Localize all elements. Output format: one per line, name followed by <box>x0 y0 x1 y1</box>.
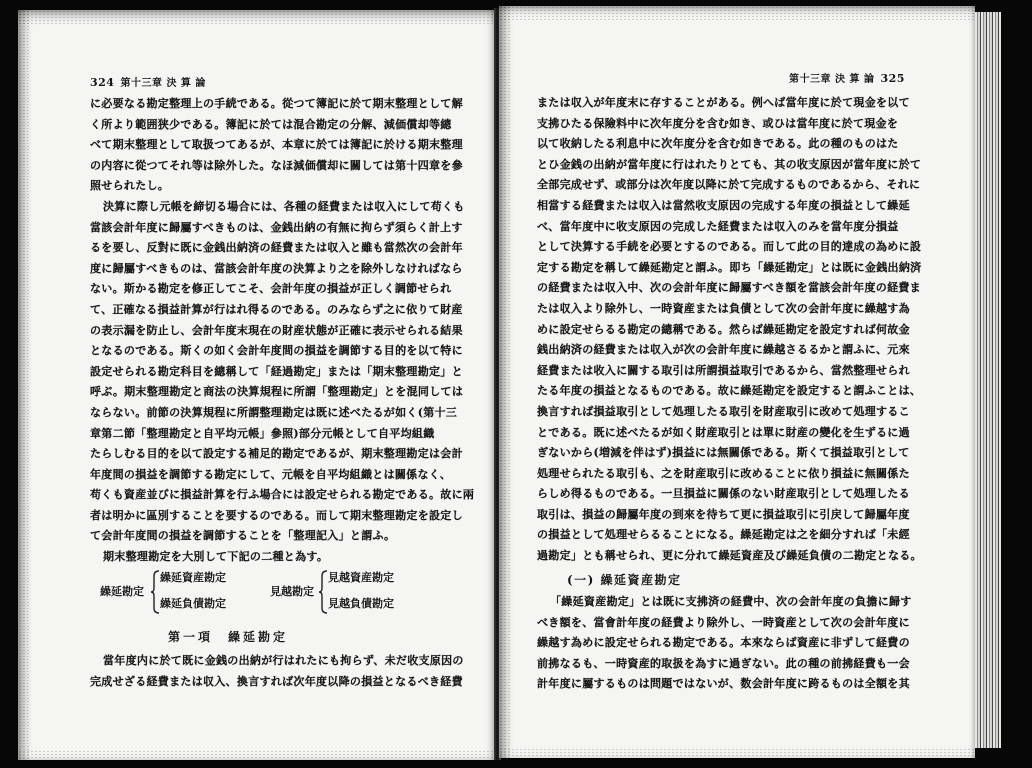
text-line: たは収入より除外し、一時資産または負債として次の会計年度に繰越す為 <box>537 301 910 315</box>
page-header <box>789 70 905 85</box>
text-line: て、正確なる損益計算が行はれ得るのである。のみならず之に依りて財産 <box>90 302 463 316</box>
text-line: 処理せられたる取引も、之を財産取引に改めることに依り損益に無關係た <box>537 466 910 480</box>
body-text <box>537 93 957 567</box>
text-line: 照せられたし。 <box>90 179 170 193</box>
text-line: 換言すれば損益取引として処理したる取引を財産取引に改めて処理するこ <box>537 404 910 418</box>
text-line: 相當する経費または収入は當然收支原因の完成する年度の損益として繰延 <box>537 198 910 212</box>
diagram-group-label: 見越勘定 <box>270 585 314 598</box>
text-line: 設定せられる勘定科目を總稱して「経過勘定」または「期末整理勘定」と <box>90 364 463 378</box>
text-line: 経費または收入に關する取引は所謂損益取引であるから、當然整理せられ <box>537 363 910 377</box>
text-line: たる年度の損益となるものである。故に繰延勘定を設定すると謂ふことは、 <box>537 384 922 398</box>
diagram-item: 見越資産勘定 <box>328 571 394 584</box>
text-line: 定する勘定を稱して繰延勘定と謂ふ。即ち「繰延勘定」とは既に金銭出納済 <box>537 260 922 274</box>
text-line: 完成せざる経費または収入、換言すれば次年度以降の損益となるべき経費 <box>90 674 463 688</box>
text-line: として決算する手続を必要とするのである。而して此の目的達成の為めに設 <box>537 240 922 254</box>
section-heading: (一) 繰延資産勘定 <box>567 573 682 587</box>
text-line: の内容に從つてそれ等は除外した。なほ減価償却に關しては第十四章を參 <box>90 158 463 172</box>
page-number: 324 <box>90 76 115 89</box>
text-line: となるのである。斯くの如く会計年度間の損益を調節する目的を以て特に <box>90 344 463 358</box>
text-line: 銭出納済の経費または収入が次の会計年度に繰越さるるかと謂ふに、元來 <box>537 343 910 357</box>
text-line: 期末整理勘定を大別して下記の二種と為す。 <box>103 550 329 564</box>
text-line: 呼ぶ。期末整理勘定と商法の決算規程に所謂「整理勘定」とを混同しては <box>90 385 464 399</box>
scan-noise <box>499 748 975 758</box>
text-line: 苟くも資産並びに損益計算を行ふ場合には設定せられる勘定である。故に兩 <box>90 488 475 502</box>
text-line: らしめ得るものである。一旦損益に關係のない財産取引として処理したる <box>537 487 910 501</box>
left-page <box>18 10 496 760</box>
text-line: 者は明かに區別することを要するのである。而して期末整理勘定を設定し <box>90 508 463 522</box>
text-line: ない。斯かる勘定を修正してこそ、会計年度の損益が正しく調節せられ <box>90 282 452 296</box>
text-line: 年度間の損益を調節する勘定にして、元帳を自平均組織とは關係なく、 <box>90 467 452 481</box>
text-line: く所より範囲狭少である。簿記に於ては混合勘定の分解、減価償却等總 <box>90 117 452 131</box>
right-page <box>499 6 975 758</box>
page-number: 325 <box>880 72 905 85</box>
text-line: るを要し、反對に既に金銭出納済の経費または収入と雖も當然次の会計年 <box>90 241 463 255</box>
text-line: べて期末整理として取扱つてあるが、本章に於ては簿記に於ける期末整理 <box>90 138 463 152</box>
text-line: たらしむる目的を以て設定する補足的勘定であるが、期末整理勘定は会計 <box>90 447 463 461</box>
text-line: 當年度内に於て既に金銭の出納が行はれたにも拘らず、未だ收支原因の <box>103 654 464 667</box>
diagram-item: 繰延資産勘定 <box>160 571 226 584</box>
text-line: 過勘定」とも稱せられ、更に分れて繰延資産及び繰延負債の二勘定となる。 <box>537 549 922 563</box>
body-text <box>90 94 488 568</box>
classification-diagram <box>100 568 430 616</box>
diagram-item: 繰延負債勘定 <box>160 597 226 610</box>
text-line: 計年度に屬するものは問題ではないが、数会計年度に跨るものは全額を其 <box>537 677 910 691</box>
body-text <box>90 651 488 692</box>
text-line: 全部完成せず、或部分は次年度以降に於て完成するものであるから、それに <box>537 178 921 192</box>
scan-noise <box>18 750 496 760</box>
text-line: 決算に際し元帳を締切る場合には、各種の経費または収入にして苟くも <box>103 199 465 213</box>
diagram-item: 見越負債勘定 <box>328 597 394 610</box>
body-text <box>537 592 957 695</box>
scan-noise <box>18 10 30 760</box>
text-line: 以て收納したる利息中に次年度分を含む如きである。此の種のものはた <box>537 137 899 151</box>
text-line: ぎないから(増減を伴はず)損益には無關係である。斯くて損益取引として <box>537 446 910 460</box>
text-line: べき額を、當會計年度の経費より除外し、一時資産として次の会計年度に <box>537 615 910 629</box>
text-line: めに設定せらるる勘定の總稱である。然らば繰延勘定を設定すれば何故金 <box>537 322 910 336</box>
text-line: に必要なる勘定整理上の手続である。從つて簿記に於て期末整理として解 <box>90 97 463 110</box>
text-line: ならない。前節の決算規程に所謂整理勘定は既に述べたるが如く(第十三 <box>90 405 458 419</box>
scan-noise <box>499 6 975 20</box>
scan-noise <box>499 6 511 758</box>
text-line: 前拂なるも、一時資産的取扱を為すに過ぎない。此の種の前拂経費も一会 <box>537 656 910 670</box>
text-line: 度に歸屬すべきものは、當該会計年度の決算より之を除外しなければなら <box>90 261 463 275</box>
left-brace <box>150 570 160 614</box>
text-line: の表示漏を防止し、会計年度末現在の財産状態が正確に表示せられる結果 <box>90 323 463 337</box>
section-heading: 第一項 繰延勘定 <box>168 630 289 644</box>
chapter-title: 第十三章 決 算 論 <box>120 78 206 89</box>
text-line: 「繰延資産勘定」とは既に支拂済の経費中、次の会計年度の負擔に歸す <box>550 595 912 608</box>
text-line: て会計年度間の損益を調節することを「整理記入」と謂ふ。 <box>90 529 396 543</box>
text-line: または収入が年度末に存することがある。例へば當年度に於て現金を以て <box>537 96 910 109</box>
text-line: 當該会計年度に歸屬すべきものは、金銭出納の有無に拘らず須らく計上す <box>90 220 463 234</box>
scan-noise <box>18 10 496 24</box>
page-edges <box>975 12 1001 748</box>
text-line: 取引は、損益の歸屬年度の到來を待ちて更に損益取引に引戻して歸屬年度 <box>537 507 910 521</box>
text-line: べ、當年度中に收支原因の完成した経費または収入のみを當年度分損益 <box>537 219 899 233</box>
text-line: 支拂ひたる保險料中に次年度分を含む如き、或ひは當年度に於て現金を <box>537 116 899 130</box>
chapter-title: 第十三章 決 算 論 <box>789 74 875 85</box>
text-line: 繰越す為めに設定せられる勘定である。本來ならば資産に非ずして経費の <box>537 636 910 650</box>
diagram-group-label: 繰延勘定 <box>100 585 144 598</box>
text-line: の損益として処理せらるることになる。繰延勘定は之を細分すれば「未經 <box>537 528 910 542</box>
text-line: 章第二節「整理勘定と自平均元帳」參照)部分元帳として自平均組織 <box>90 426 435 440</box>
left-brace <box>318 570 328 614</box>
text-line: の経費または収入中、次の会計年度に歸屬すべき額を當該会計年度の経費ま <box>537 281 921 295</box>
text-line: とひ金銭の出納が當年度に行はれたりとても、其の收支原因が當年度に於て <box>537 157 922 171</box>
text-line: とである。既に述べたるが如く財産取引とは單に財産の變化を生ずるに過 <box>537 425 910 439</box>
page-header <box>90 74 206 89</box>
